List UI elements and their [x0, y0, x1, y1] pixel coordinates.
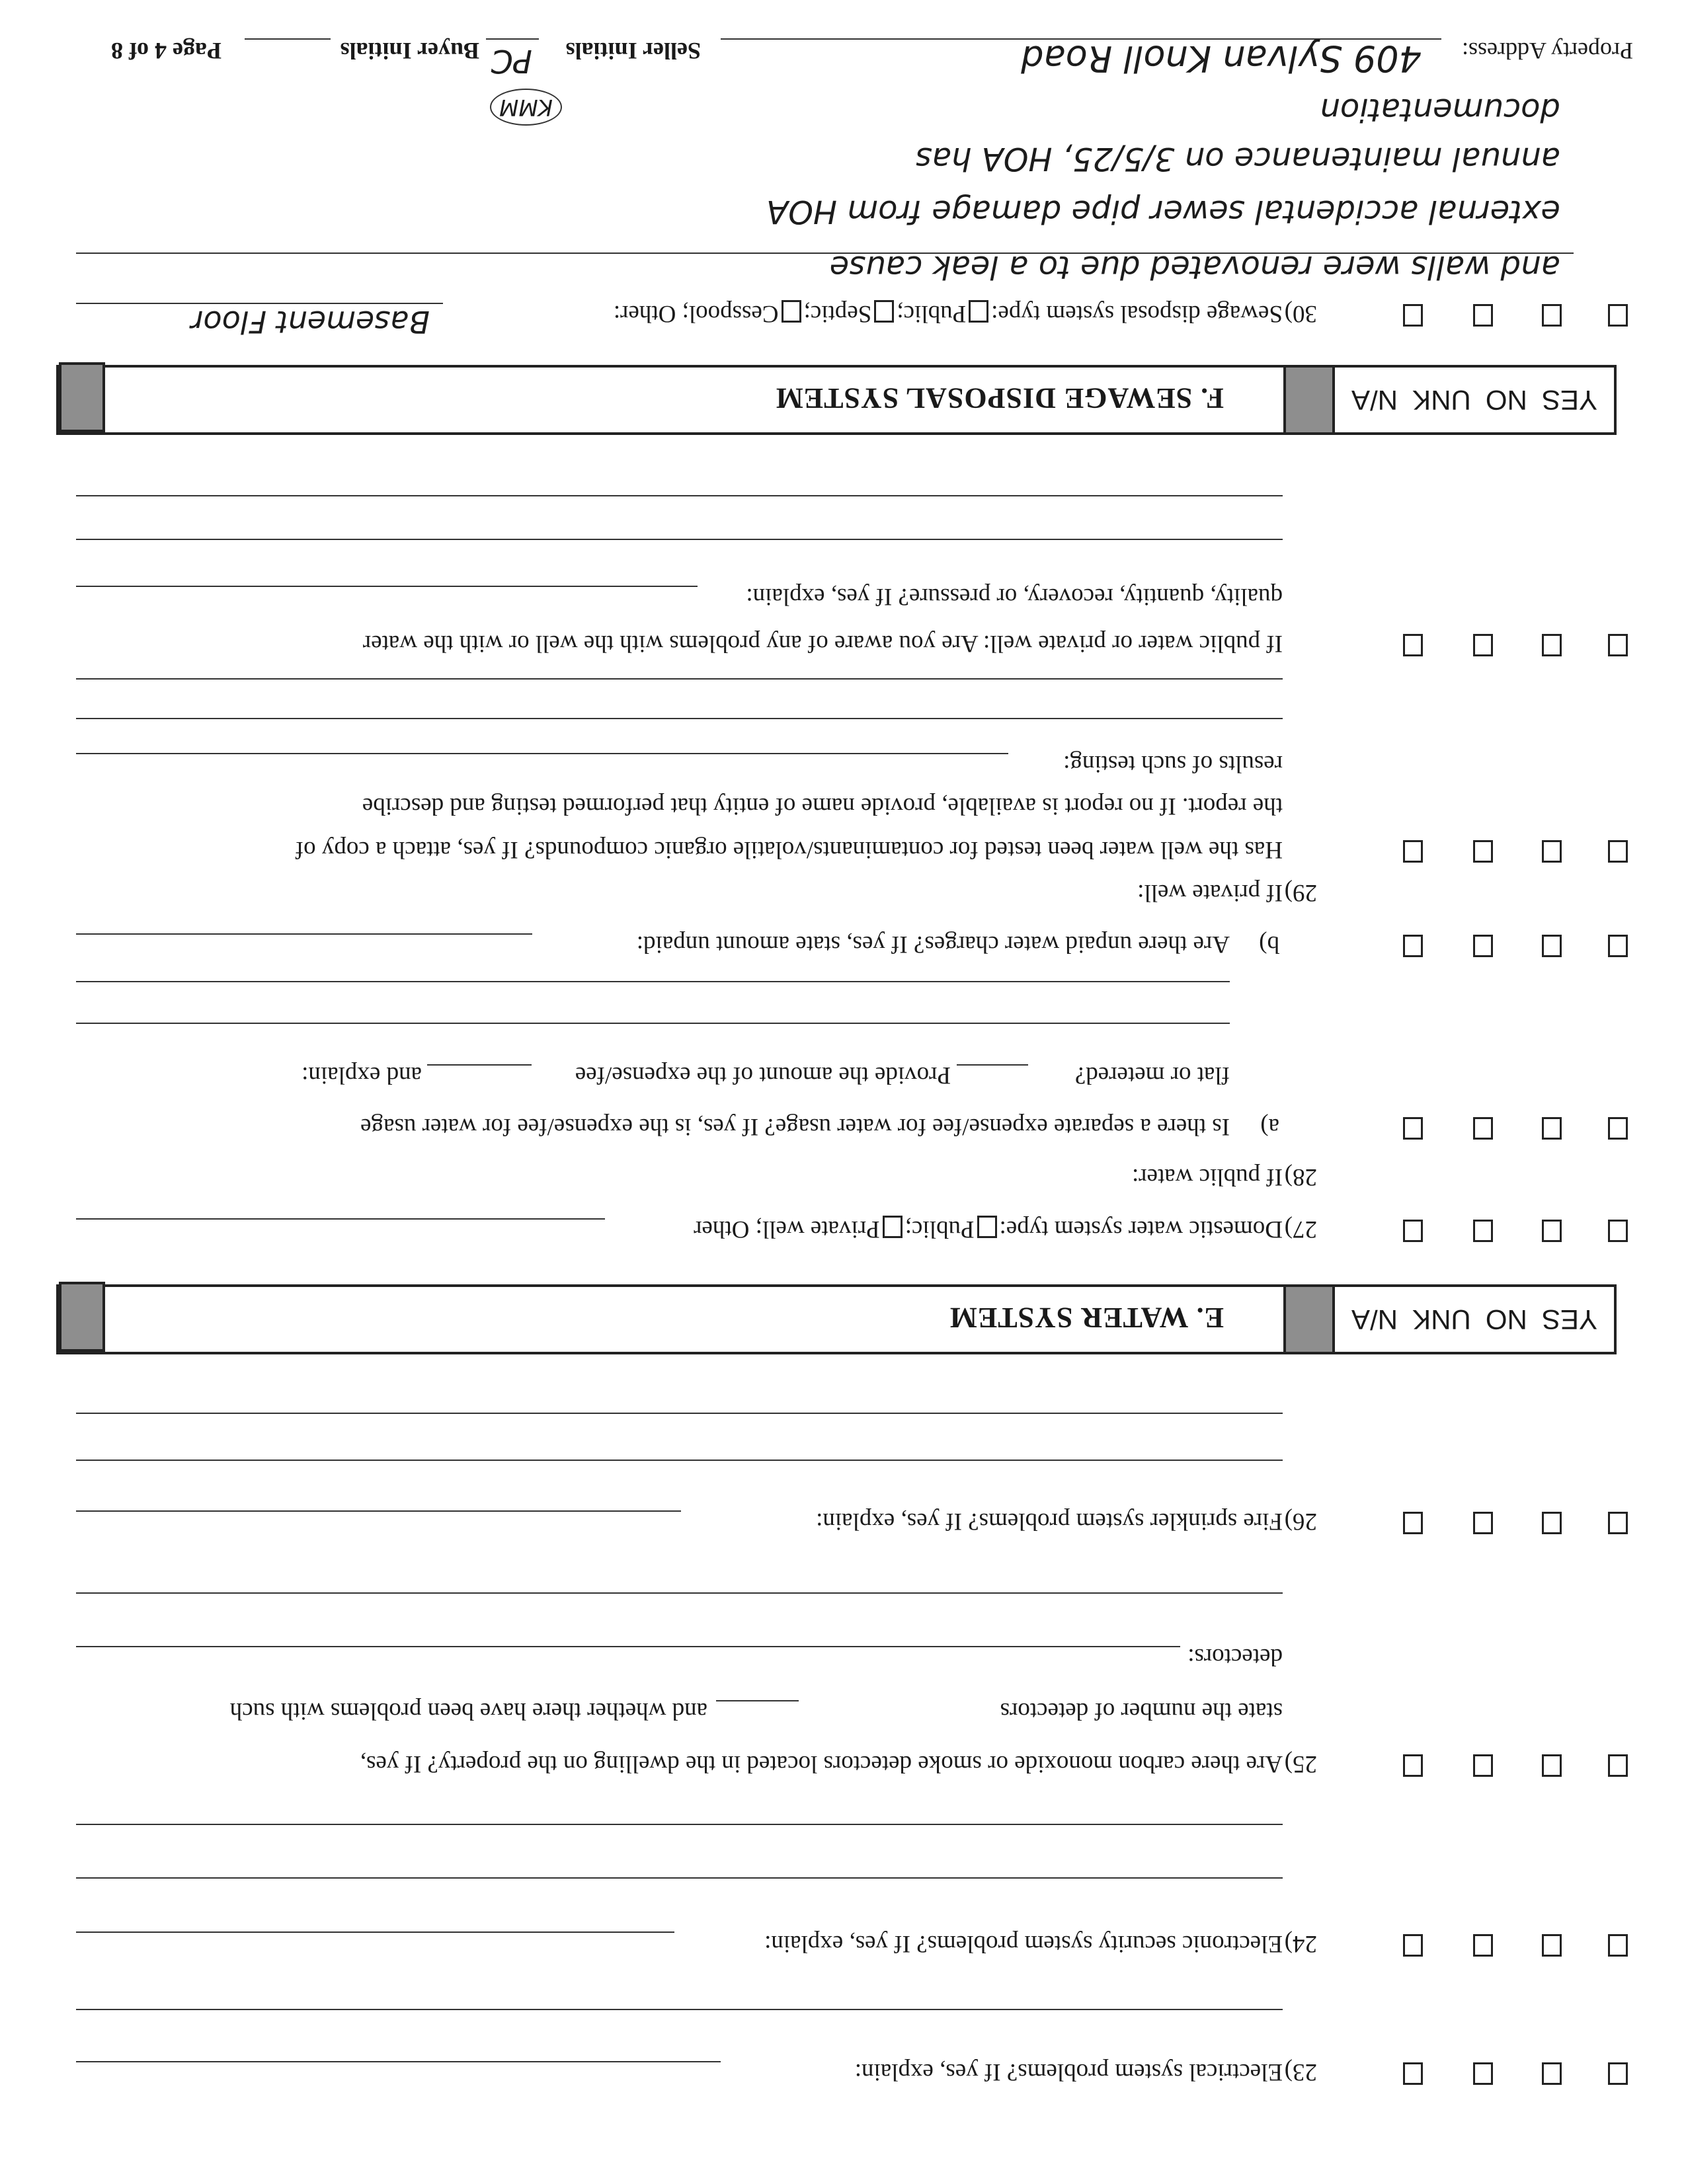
q29-line3: results of such testing: — [1063, 750, 1283, 777]
q27-private-label: Private well; Other — [694, 1216, 880, 1243]
q28b-unk-checkbox[interactable] — [1473, 935, 1493, 957]
q29-answer-line-3 — [76, 678, 1283, 680]
footer-seller-initials-2: KMM — [490, 89, 562, 126]
q23-no-checkbox[interactable] — [1542, 2062, 1562, 2085]
q28a-line2a: flat or metered? — [1074, 1062, 1230, 1089]
q24-unk-checkbox[interactable] — [1473, 1934, 1493, 1957]
q29b-answer-line-2 — [76, 539, 1283, 540]
q30-public-label: Public; — [897, 300, 967, 327]
q29-number: 29) — [1284, 879, 1317, 906]
q30-unk-checkbox[interactable] — [1473, 304, 1493, 327]
q29-answer-line-2 — [76, 718, 1283, 719]
q29-answer-line — [76, 753, 1008, 754]
q25-line2b: and whether there have been problems with such — [229, 1697, 707, 1725]
q24-yes-checkbox[interactable] — [1608, 1934, 1628, 1957]
q28a-answer-line — [76, 1023, 1230, 1024]
q23-yes-checkbox[interactable] — [1608, 2062, 1628, 2085]
q23-answer-line-2 — [76, 2009, 1283, 2010]
q25-line2a: state the number of detectors — [1000, 1697, 1283, 1725]
q26-text: Fire sprinkler system problems? If yes, explain: — [816, 1508, 1283, 1535]
q26-na-checkbox[interactable] — [1403, 1512, 1423, 1534]
q26-answer-line-3 — [76, 1413, 1283, 1414]
q28a-line2b: Provide the amount of the expense/fee — [575, 1062, 951, 1089]
col-no-label-f: NO — [1485, 385, 1527, 416]
q24-number: 24) — [1284, 1930, 1317, 1957]
section-title-bar-f — [56, 365, 1286, 435]
q29-na-checkbox[interactable] — [1403, 840, 1423, 863]
q29b-na-checkbox[interactable] — [1403, 634, 1423, 656]
q27-public-checkbox[interactable] — [977, 1216, 997, 1238]
section-e-header — [56, 1284, 1617, 1354]
q28b-yes-checkbox[interactable] — [1608, 935, 1628, 957]
q28a-line2c: and explain: — [301, 1062, 422, 1089]
q30-handwritten-other: Basement Floor — [190, 304, 430, 340]
col-na-label: N/A — [1351, 1304, 1398, 1335]
q23-unk-checkbox[interactable] — [1473, 2062, 1493, 2085]
q30-na-checkbox[interactable] — [1403, 304, 1423, 327]
q30-septic-label: Septic; — [803, 300, 872, 327]
q26-no-checkbox[interactable] — [1542, 1512, 1562, 1534]
q28b-na-checkbox[interactable] — [1403, 935, 1423, 957]
q28-number: 28) — [1284, 1163, 1317, 1190]
header-shade-right-f — [59, 362, 105, 432]
q29b-no-checkbox[interactable] — [1542, 634, 1562, 656]
header-shade-left-f — [1286, 365, 1332, 435]
q25-unk-checkbox[interactable] — [1473, 1754, 1493, 1777]
q29b-line1: If public water or private well: Are you aware of any problems with the well or with the water — [362, 630, 1283, 657]
q26-yes-checkbox[interactable] — [1608, 1512, 1628, 1534]
q28a-na-checkbox[interactable] — [1403, 1117, 1423, 1140]
q30-cesspool-label: Cesspool; Other: — [613, 300, 779, 327]
q28a-label: a) — [1260, 1113, 1279, 1140]
footer-seller-line — [486, 38, 539, 40]
q28a-answer-line-2 — [76, 981, 1230, 982]
q30-cesspool-checkbox[interactable] — [782, 300, 801, 323]
footer-seller-label: Seller Initials — [565, 38, 701, 64]
q25-number: 25) — [1284, 1750, 1317, 1777]
q24-answer-line-2 — [76, 1877, 1283, 1879]
q29b-yes-checkbox[interactable] — [1608, 634, 1628, 656]
q27-na-checkbox[interactable] — [1403, 1220, 1423, 1242]
q29-yes-checkbox[interactable] — [1608, 840, 1628, 863]
q25-line1: Are there carbon monoxide or smoke detectors located in the dwelling on the property? If yes, — [360, 1750, 1283, 1777]
handwritten-line-4: documentation — [1320, 91, 1560, 128]
col-no-label: NO — [1485, 1304, 1527, 1335]
q24-na-checkbox[interactable] — [1403, 1934, 1423, 1957]
handwritten-line-1: and walls were renovated due to a leak cause — [829, 249, 1560, 286]
q26-answer-line-2 — [76, 1460, 1283, 1461]
section-e-title: E. WATER SYSTEM — [949, 1302, 1224, 1334]
q30-text — [614, 299, 1283, 328]
q25-answer-line-2 — [76, 1592, 1283, 1594]
col-yes-label: YES — [1541, 1304, 1597, 1335]
q29-unk-checkbox[interactable] — [1473, 840, 1493, 863]
q27-label: Domestic water system type: — [999, 1216, 1283, 1243]
q30-public-checkbox[interactable] — [969, 300, 988, 323]
header-shade-left — [1286, 1284, 1332, 1354]
q27-private-well-checkbox[interactable] — [883, 1216, 903, 1238]
footer-address-label: Property Address: — [1462, 38, 1633, 64]
q26-unk-checkbox[interactable] — [1473, 1512, 1493, 1534]
q27-yes-checkbox[interactable] — [1608, 1220, 1628, 1242]
q24-answer-line-3 — [76, 1824, 1283, 1825]
q25-na-checkbox[interactable] — [1403, 1754, 1423, 1777]
q29-no-checkbox[interactable] — [1542, 840, 1562, 863]
q23-na-checkbox[interactable] — [1403, 2062, 1423, 2085]
q28a-no-checkbox[interactable] — [1542, 1117, 1562, 1140]
q29b-answer-line — [76, 586, 698, 587]
q23-text: Electrical system problems? If yes, explain: — [854, 2058, 1283, 2086]
footer-buyer-line — [245, 38, 331, 40]
col-unk-label-f: UNK — [1412, 385, 1471, 416]
q28a-yes-checkbox[interactable] — [1608, 1117, 1628, 1140]
section-f-title: F. SEWAGE DISPOSAL SYSTEM — [775, 382, 1224, 414]
q27-no-checkbox[interactable] — [1542, 1220, 1562, 1242]
q28b-no-checkbox[interactable] — [1542, 935, 1562, 957]
q29b-answer-line-3 — [76, 495, 1283, 496]
q23-answer-line — [76, 2061, 721, 2062]
q28b-answer-line — [76, 933, 532, 935]
q29b-unk-checkbox[interactable] — [1473, 634, 1493, 656]
q28a-flat-metered-line — [957, 1064, 1028, 1066]
q30-yes-checkbox[interactable] — [1608, 304, 1628, 327]
q27-number: 27) — [1284, 1216, 1317, 1243]
q28a-unk-checkbox[interactable] — [1473, 1117, 1493, 1140]
q27-other-line — [76, 1218, 605, 1220]
column-labels — [1332, 1284, 1617, 1354]
col-na-label-f: N/A — [1351, 385, 1398, 416]
header-shade-right — [59, 1282, 105, 1352]
q29-text: If private well: — [1137, 879, 1283, 906]
q28b-label: b) — [1259, 931, 1279, 958]
footer-seller-initials: PC — [491, 42, 532, 79]
q30-number: 30) — [1284, 300, 1317, 327]
q25-line3: detectors: — [1187, 1643, 1283, 1670]
q28-text: If public water: — [1131, 1163, 1283, 1190]
q27-public-label: Public; — [904, 1216, 975, 1243]
q24-answer-line — [76, 1931, 674, 1933]
section-f-header — [56, 365, 1617, 435]
q27-text — [694, 1215, 1283, 1243]
q29b-line2: quality, quantity, recovery, or pressure? If yes, explain: — [746, 583, 1283, 610]
q24-text: Electronic security system problems? If yes, explain: — [764, 1930, 1283, 1957]
q30-label: Sewage disposal system type: — [991, 300, 1283, 327]
footer-page-number: Page 4 of 8 — [111, 38, 221, 64]
q28b-text: Are there unpaid water charges? If yes, state amount unpaid: — [636, 931, 1230, 958]
q25-detector-count-line — [716, 1700, 799, 1701]
q28a-line1: Is there a separate expense/fee for water usage? If yes, is the expense/fee for water usage — [360, 1113, 1230, 1140]
q30-no-checkbox[interactable] — [1542, 304, 1562, 327]
section-title-bar — [56, 1284, 1286, 1354]
q26-number: 26) — [1284, 1508, 1317, 1535]
q25-yes-checkbox[interactable] — [1608, 1754, 1628, 1777]
column-labels-f — [1332, 365, 1617, 435]
footer-buyer-label: Buyer Initials — [340, 38, 479, 64]
col-yes-label-f: YES — [1541, 385, 1597, 416]
q29-line1: Has the well water been tested for contaminants/volatile organic compounds? If yes, attach a copy of — [295, 836, 1283, 863]
q30-septic-checkbox[interactable] — [874, 300, 894, 323]
q25-answer-line — [76, 1646, 1180, 1647]
footer-handwritten-address: 409 Sylvan Knoll Road — [1021, 38, 1422, 79]
col-unk-label: UNK — [1412, 1304, 1471, 1335]
q27-unk-checkbox[interactable] — [1473, 1220, 1493, 1242]
q26-answer-line — [76, 1510, 681, 1512]
handwritten-line-3: annual maintenance on 3/5/25, HOA has — [915, 140, 1560, 177]
q29-line2: the report. If no report is available, provide name of entity that performed testing and describe — [362, 793, 1283, 820]
q23-number: 23) — [1284, 2058, 1317, 2086]
q25-no-checkbox[interactable] — [1542, 1754, 1562, 1777]
handwritten-line-2: external accidental sewer pipe damage from HOA — [766, 193, 1560, 230]
q28a-amount-line — [427, 1064, 532, 1066]
q24-no-checkbox[interactable] — [1542, 1934, 1562, 1957]
